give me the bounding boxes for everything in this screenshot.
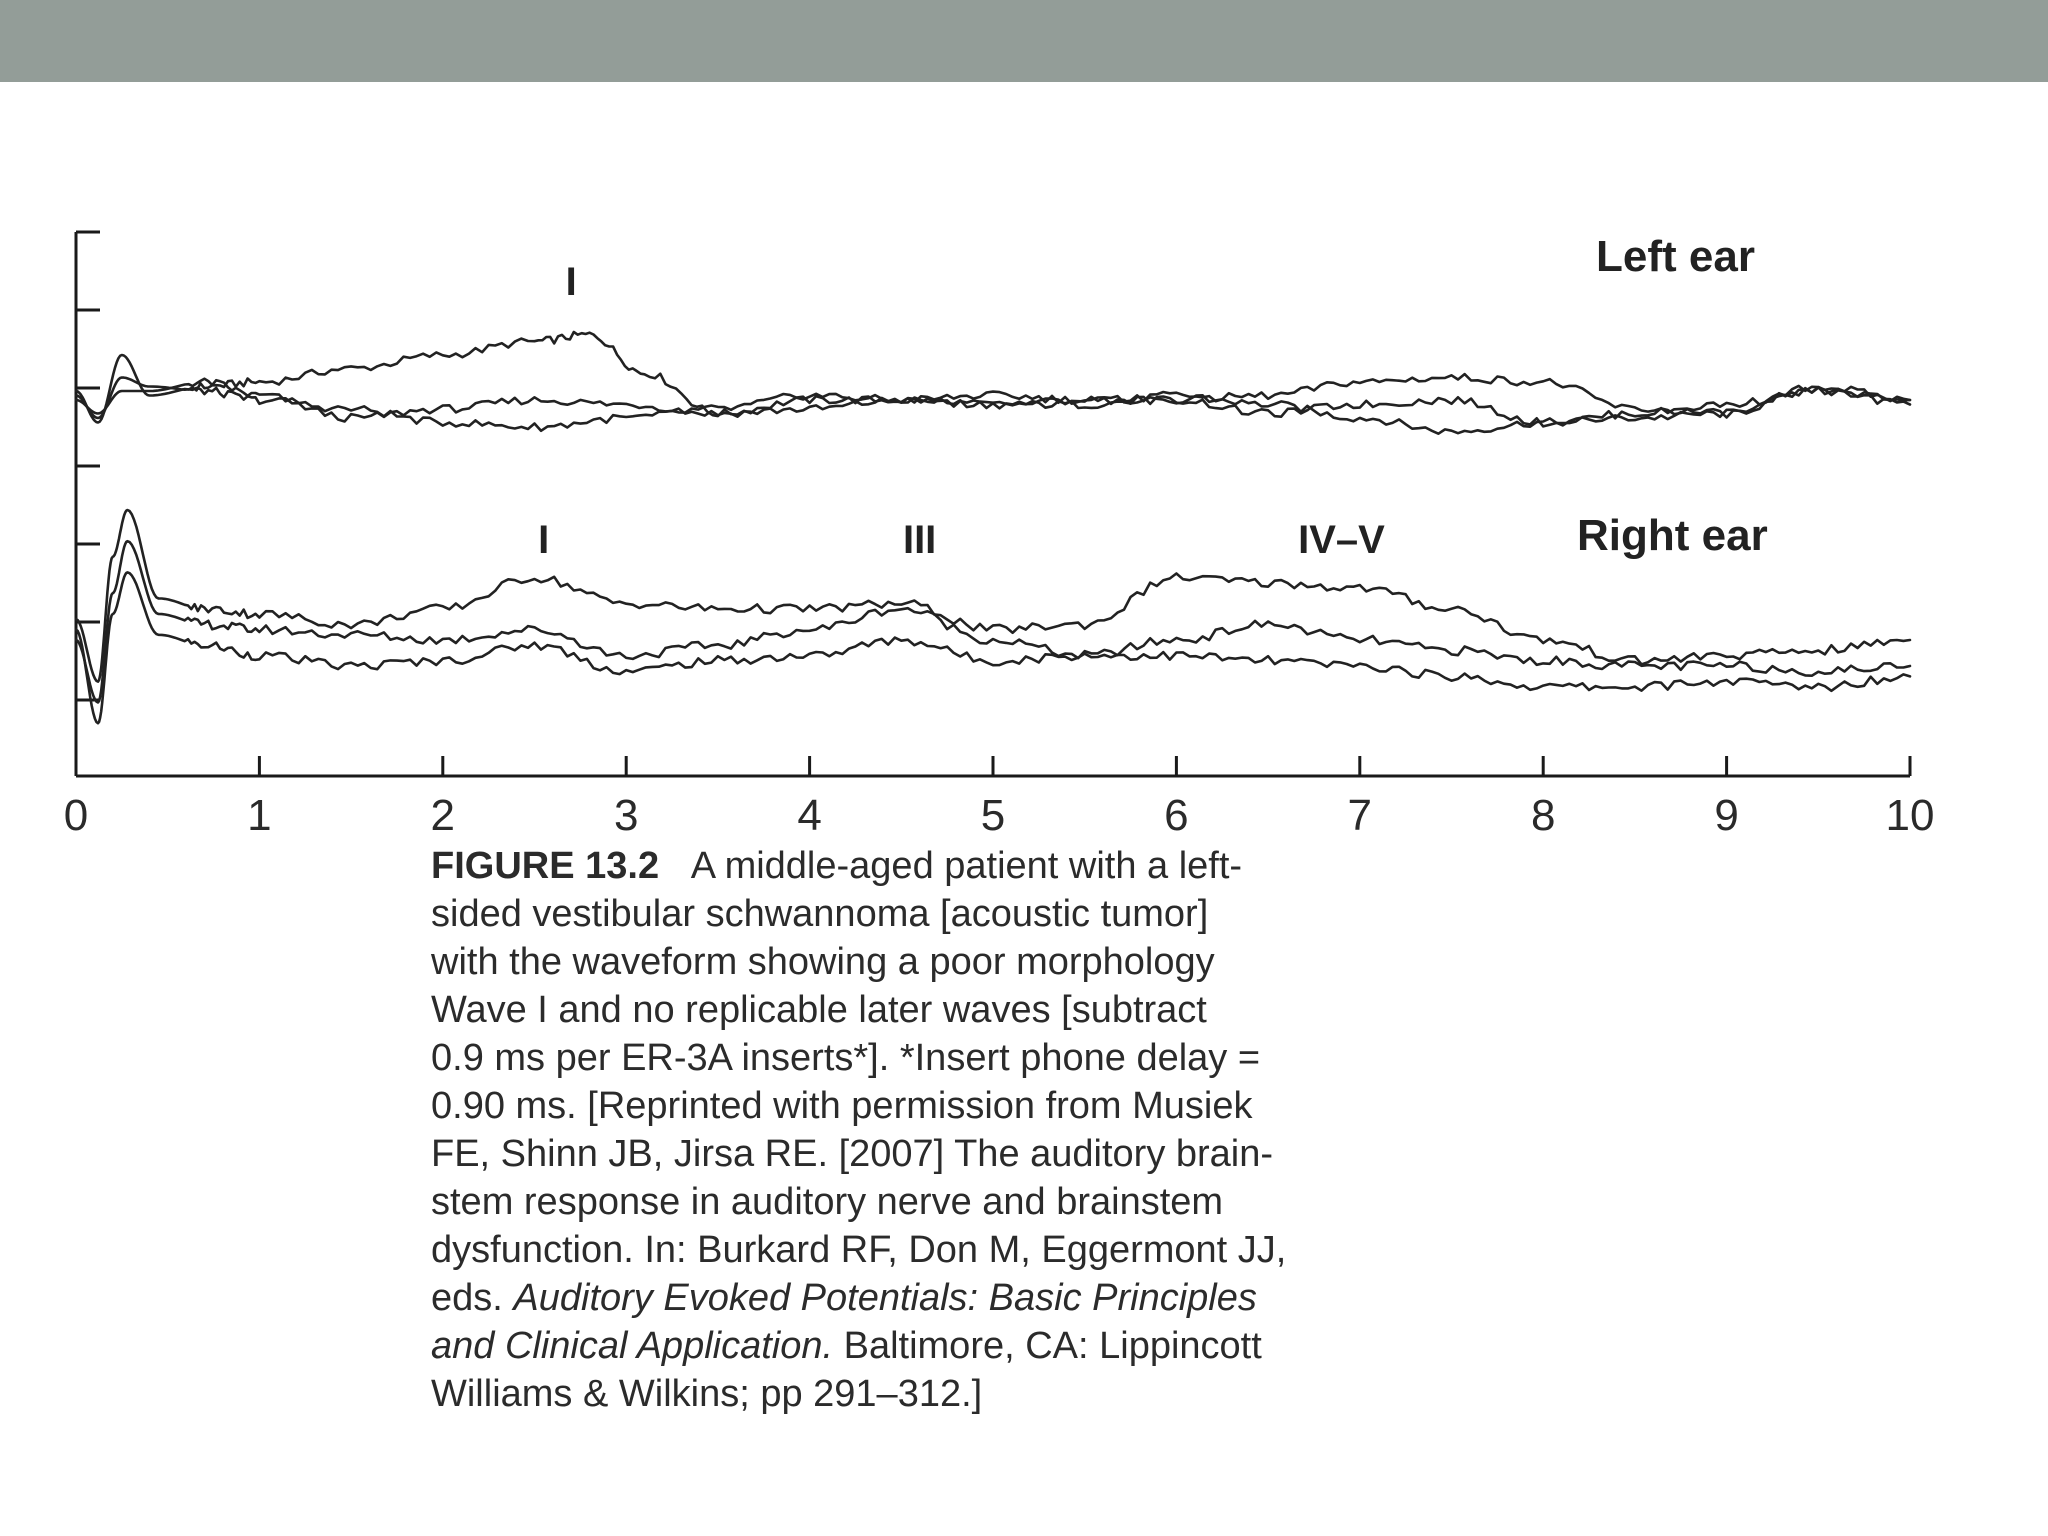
caption-book-title: Auditory Evoked Potentials: Basic Principles and Clinical Application. xyxy=(431,1277,1257,1367)
peak-label-right: IV–V xyxy=(1298,518,1385,562)
figure-label: FIGURE 13.2 xyxy=(431,845,660,887)
x-tick-label: 4 xyxy=(797,791,822,840)
x-tick-label: 9 xyxy=(1714,791,1739,840)
caption-text: A middle-aged patient with a left- sided vestibular schwannoma [acoustic tumor] with the waveform showing a poor morphology Wave I and no replicable later waves [subtract 0.9 ms per ER-3A inserts*]. *Insert phone delay = 0.90 ms. [Reprinted with permission from Musiek FE, Shinn JB, Jirsa RE. [2007] The auditory brain- stem response in auditory nerve and brainstem dysfunction. In: Burkard RF, Don M, Eggermont JJ, eds. xyxy=(431,845,1287,1319)
y-axis-ticks xyxy=(76,232,100,700)
peak-label-right: I xyxy=(538,518,550,562)
x-tick-label: 0 xyxy=(63,791,89,840)
left-ear-label: Left ear xyxy=(1596,232,1755,281)
left-ear-trace-2 xyxy=(76,374,1910,421)
x-tick-label: 8 xyxy=(1530,791,1556,840)
x-tick-label: 1 xyxy=(247,791,272,840)
caption-publisher: Baltimore, CA: Lippincott Williams & Wilkins; pp 291–312.] xyxy=(431,1325,1262,1415)
x-tick-label: 2 xyxy=(430,791,456,840)
left-ear-trace-1 xyxy=(76,332,1910,434)
x-tick-label: 7 xyxy=(1347,791,1373,840)
x-tick-label: 5 xyxy=(980,791,1006,840)
peak-label-right: III xyxy=(902,518,937,562)
left-ear-trace-3 xyxy=(76,378,1910,431)
right-ear-trace-3 xyxy=(76,572,1910,723)
peak-label-left: I xyxy=(565,260,577,304)
x-axis-ticks xyxy=(64,756,1935,840)
x-tick-label: 6 xyxy=(1164,791,1189,840)
x-tick-label: 3 xyxy=(613,791,639,840)
figure-caption xyxy=(431,842,1531,1418)
right-ear-label: Right ear xyxy=(1577,511,1768,560)
chart-axes xyxy=(76,232,1910,776)
x-tick-label: 10 xyxy=(1885,791,1935,840)
right-ear-trace-2 xyxy=(76,541,1910,702)
